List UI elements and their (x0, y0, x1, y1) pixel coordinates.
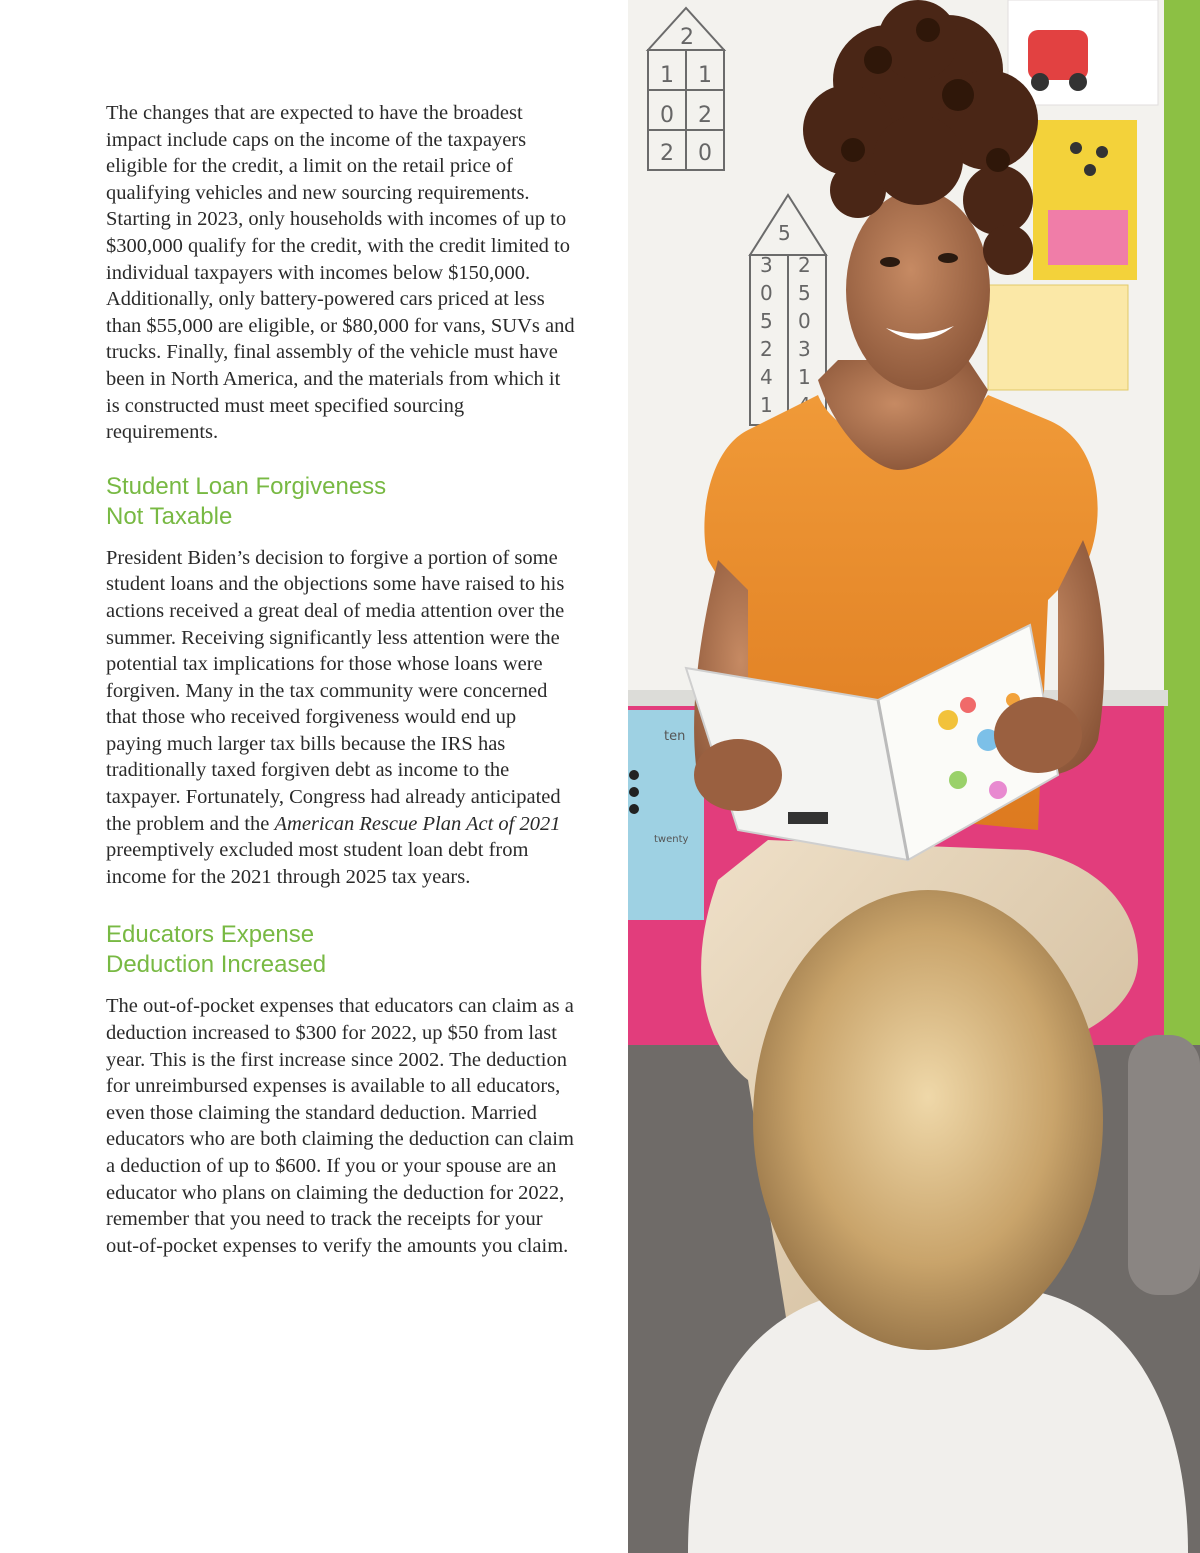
section-heading-student-loan (106, 472, 576, 532)
heading-line: Deduction Increased (106, 951, 327, 979)
heading-line: Not Taxable (106, 502, 233, 530)
svg-text:0: 0 (760, 281, 773, 305)
svg-text:0: 0 (798, 309, 811, 333)
heading-line: Educators Expense (106, 921, 315, 949)
section-heading-educators (106, 920, 576, 980)
svg-text:0: 0 (660, 103, 674, 128)
svg-text:5: 5 (798, 281, 811, 305)
svg-text:5: 5 (778, 221, 791, 245)
svg-text:3: 3 (798, 337, 811, 361)
svg-text:1: 1 (760, 393, 773, 417)
article-column (106, 100, 576, 1259)
svg-text:2: 2 (798, 253, 811, 277)
svg-text:1: 1 (660, 63, 674, 88)
educators-paragraph: The out-of-pocket expenses that educators can claim as a deduction increased to $300 for 2022, up $50 from last year. This is the first increase since 2002. The deduction for unreimbursed expenses is available to all educators, even those claiming the standard deduction. Married educators who are both claiming the deduction can claim a deduction of up to $600. If you or your spouse are an educator who plans on claiming the deduction for 2022, remember that you need to track the receipts for your out-of-pocket expenses to verify the amounts you claim. (106, 995, 574, 1257)
svg-text:0: 0 (698, 141, 712, 166)
paragraph-text: President Biden’s decision to forgive a portion of some student loans and the objections some have raised to his actions received a great deal of media attention over the summer. Receiving significantly less attention were the potential tax implications for those whose loans were forgiven. Many in the tax community were concerned that those who received forgiveness would end up paying much larger tax bills because the IRS has traditionally taxed forgiven debt as income to the taxpayer. Fortunately, Congress had already anticipated the problem and the (106, 546, 565, 835)
svg-text:2: 2 (760, 337, 773, 361)
svg-text:2: 2 (698, 103, 712, 128)
svg-text:2: 2 (660, 141, 674, 166)
paragraph-text: preemptively excluded most student loan debt from income for the 2021 through 2025 tax years. (106, 839, 529, 888)
toy-car-picture (1028, 30, 1088, 80)
svg-text:1: 1 (698, 63, 712, 88)
svg-text:2: 2 (680, 25, 694, 50)
svg-text:4: 4 (760, 365, 773, 389)
svg-text:5: 5 (760, 309, 773, 333)
intro-paragraph: The changes that are expected to have the broadest impact include caps on the income of the taxpayers eligible for the credit, a limit on the retail price of qualifying vehicles and new sourcing requirements. Starting in 2023, only households with incomes of up to $300,000 qualify for the credit, with the credit limited to individual taxpayers with incomes below $150,000. Additionally, only battery-powered cars priced at less than $55,000 are eligible, or $80,000 for vans, SUVs and trucks. Finally, final assembly of the vehicle must have been in North America, and the materials from which it is constructed must meet specified sourcing requirements. (106, 102, 575, 444)
svg-text:1: 1 (798, 365, 811, 389)
child-hair (753, 890, 1103, 1350)
svg-text:3: 3 (760, 253, 773, 277)
teacher-reading-photo (628, 0, 1200, 1553)
green-frame (1164, 0, 1200, 1080)
act-name: American Rescue Plan Act of 2021 (274, 812, 561, 835)
puzzle-label-twenty: twenty (654, 834, 689, 845)
teacher-face (846, 190, 990, 390)
puzzle-label-ten: ten (664, 729, 686, 744)
student-loan-paragraph (106, 545, 576, 891)
heading-line: Student Loan Forgiveness (106, 472, 387, 500)
photo-illustration (628, 0, 1200, 1553)
